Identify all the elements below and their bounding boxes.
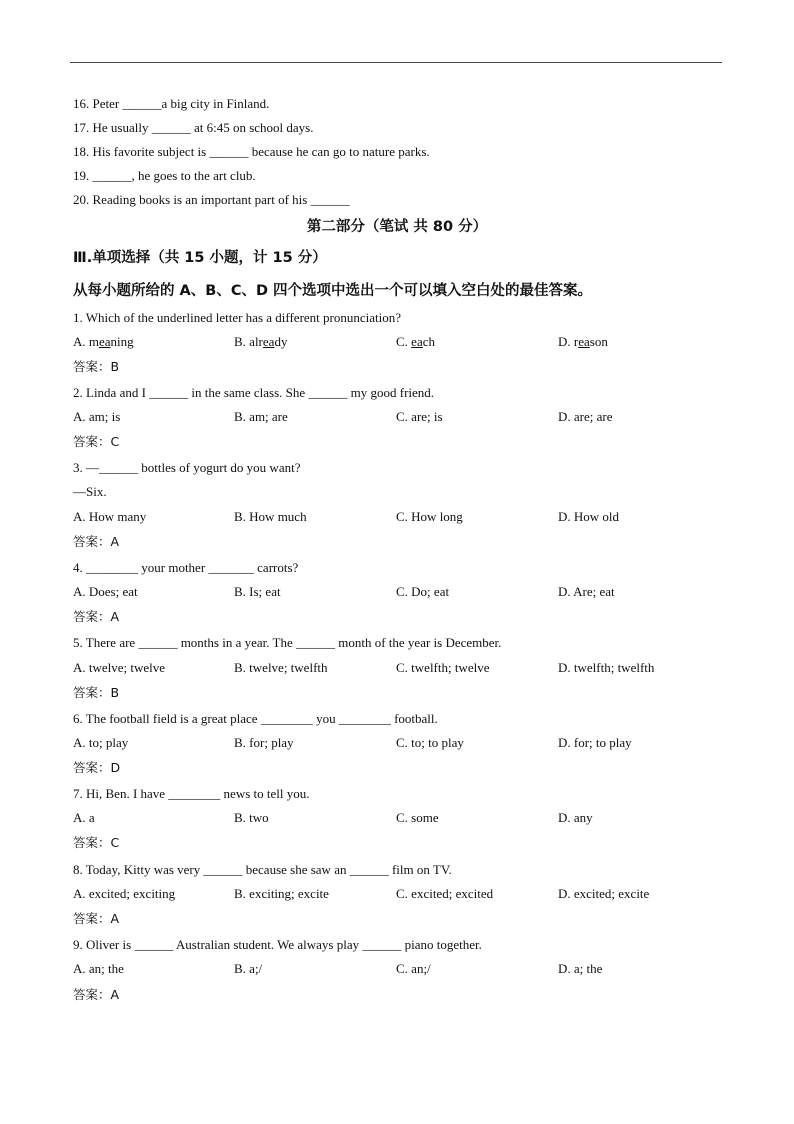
option-d: D. excited; excite bbox=[558, 886, 650, 901]
question-stem: 6. The football field is a great place ________ you ________ football. bbox=[73, 711, 438, 726]
question-stem: 4. ________ your mother _______ carrots? bbox=[73, 560, 299, 575]
answer: 答案：D bbox=[73, 760, 121, 775]
option-b: B. am; are bbox=[234, 409, 288, 424]
option-b: B. already bbox=[234, 334, 288, 349]
listening-item: 19. ______, he goes to the art club. bbox=[73, 168, 256, 183]
question-stem: 3. —______ bottles of yogurt do you want? bbox=[73, 460, 301, 475]
option-c: C. some bbox=[396, 810, 439, 825]
option-a: A. am; is bbox=[73, 409, 121, 424]
option-a: A. to; play bbox=[73, 735, 129, 750]
question-reply: —Six. bbox=[73, 484, 107, 499]
option-c: C. Do; eat bbox=[396, 584, 450, 599]
option-d: D. any bbox=[558, 810, 593, 825]
option-b: B. two bbox=[234, 810, 269, 825]
instruction: 从每小题所给的 A、B、C、D 四个选项中选出一个可以填入空白处的最佳答案。 bbox=[73, 283, 593, 299]
option-a: A. excited; exciting bbox=[73, 886, 176, 901]
option-a: A. a bbox=[73, 810, 95, 825]
option-a: A. How many bbox=[73, 509, 147, 524]
option-a: A. Does; eat bbox=[73, 584, 138, 599]
option-d: D. for; to play bbox=[558, 735, 632, 750]
option-c: C. excited; excited bbox=[396, 886, 494, 901]
option-c: C. an;/ bbox=[396, 961, 431, 976]
option-c: C. each bbox=[396, 334, 435, 349]
listening-item: 16. Peter ______a big city in Finland. bbox=[73, 96, 270, 111]
option-c: C. How long bbox=[396, 509, 463, 524]
option-d: D. are; are bbox=[558, 409, 613, 424]
answer: 答案：C bbox=[73, 835, 120, 850]
answer: 答案：A bbox=[73, 911, 120, 926]
option-c: C. are; is bbox=[396, 409, 443, 424]
option-c: C. twelfth; twelve bbox=[396, 660, 490, 675]
section-title: Ⅲ.单项选择（共 15 小题，计 15 分） bbox=[73, 250, 327, 266]
option-b: B. twelve; twelfth bbox=[234, 660, 328, 675]
option-d: D. twelfth; twelfth bbox=[558, 660, 655, 675]
question-stem: 2. Linda and I ______ in the same class. She ______ my good friend. bbox=[73, 385, 435, 400]
option-d: D. How old bbox=[558, 509, 620, 524]
option-a: A. meaning bbox=[73, 334, 134, 349]
listening-item: 17. He usually ______ at 6:45 on school days. bbox=[73, 120, 314, 135]
question-stem: 1. Which of the underlined letter has a different pronunciation? bbox=[73, 310, 402, 325]
answer: 答案：A bbox=[73, 609, 120, 624]
question-stem: 7. Hi, Ben. I have ________ news to tell you. bbox=[73, 786, 310, 801]
option-d: D. a; the bbox=[558, 961, 603, 976]
answer: 答案：A bbox=[73, 534, 120, 549]
option-a: A. twelve; twelve bbox=[73, 660, 166, 675]
option-b: B. Is; eat bbox=[234, 584, 281, 599]
answer: 答案：B bbox=[73, 685, 120, 700]
option-d: D. reason bbox=[558, 334, 608, 349]
option-a: A. an; the bbox=[73, 961, 124, 976]
answer: 答案：A bbox=[73, 987, 120, 1002]
option-b: B. a;/ bbox=[234, 961, 263, 976]
question-stem: 5. There are ______ months in a year. The ______ month of the year is December. bbox=[73, 635, 502, 650]
header-rule bbox=[70, 62, 722, 63]
option-b: B. for; play bbox=[234, 735, 294, 750]
question-stem: 9. Oliver is ______ Australian student. We always play ______ piano together. bbox=[73, 937, 482, 952]
option-b: B. How much bbox=[234, 509, 307, 524]
option-c: C. to; to play bbox=[396, 735, 464, 750]
part-title: 第二部分（笔试 共 80 分） bbox=[306, 219, 488, 235]
listening-item: 18. His favorite subject is ______ because he can go to nature parks. bbox=[73, 144, 430, 159]
listening-item: 20. Reading books is an important part of his ______ bbox=[73, 192, 350, 207]
option-d: D. Are; eat bbox=[558, 584, 615, 599]
answer: 答案：C bbox=[73, 434, 120, 449]
question-stem: 8. Today, Kitty was very ______ because she saw an ______ film on TV. bbox=[73, 862, 452, 877]
option-b: B. exciting; excite bbox=[234, 886, 329, 901]
answer: 答案：B bbox=[73, 359, 120, 374]
